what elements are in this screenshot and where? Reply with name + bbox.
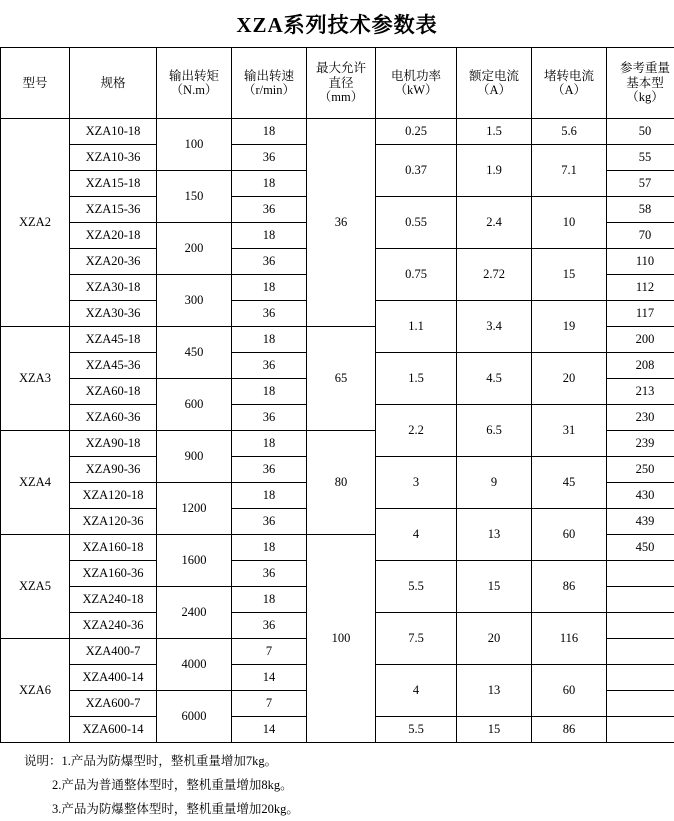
header-weight-line1: 参考重量	[608, 61, 674, 75]
header-locked-line1: 堵转电流	[533, 69, 605, 83]
weight-cell: 439	[607, 509, 674, 535]
power-cell: 0.25	[376, 119, 457, 145]
header-output-torque	[157, 48, 232, 119]
speed-cell: 7	[232, 691, 307, 717]
speed-cell: 18	[232, 587, 307, 613]
torque-cell: 1600	[157, 535, 232, 587]
header-output-speed	[232, 48, 307, 119]
spec-cell: XZA400-7	[70, 639, 157, 665]
spec-cell: XZA10-36	[70, 145, 157, 171]
weight-cell: 213	[607, 379, 674, 405]
spec-cell: XZA60-18	[70, 379, 157, 405]
locked-current-cell: 60	[532, 665, 607, 717]
torque-cell: 6000	[157, 691, 232, 743]
power-cell: 5.5	[376, 561, 457, 613]
torque-cell: 4000	[157, 639, 232, 691]
header-weight-line2: 基本型	[608, 76, 674, 90]
power-cell: 0.75	[376, 249, 457, 301]
locked-current-cell: 116	[532, 613, 607, 665]
spec-cell: XZA240-36	[70, 613, 157, 639]
rated-current-cell: 2.72	[457, 249, 532, 301]
locked-current-cell: 31	[532, 405, 607, 457]
speed-cell: 36	[232, 561, 307, 587]
header-model	[1, 48, 70, 119]
header-weight-line3: （kg）	[608, 90, 674, 104]
locked-current-cell: 19	[532, 301, 607, 353]
series-name-cell: XZA4	[1, 431, 70, 535]
rated-current-cell: 2.4	[457, 197, 532, 249]
power-cell: 1.5	[376, 353, 457, 405]
header-power-line2: （kW）	[377, 83, 455, 97]
spec-cell: XZA20-36	[70, 249, 157, 275]
power-cell: 7.5	[376, 613, 457, 665]
weight-cell	[607, 717, 674, 743]
spec-cell: XZA90-18	[70, 431, 157, 457]
header-rated-current	[457, 48, 532, 119]
speed-cell: 36	[232, 457, 307, 483]
series-name-cell: XZA6	[1, 639, 70, 743]
speed-cell: 18	[232, 327, 307, 353]
power-cell: 1.1	[376, 301, 457, 353]
torque-cell: 300	[157, 275, 232, 327]
power-cell: 2.2	[376, 405, 457, 457]
rated-current-cell: 4.5	[457, 353, 532, 405]
table-row	[1, 119, 674, 145]
torque-cell: 450	[157, 327, 232, 379]
spec-cell: XZA60-36	[70, 405, 157, 431]
speed-cell: 36	[232, 249, 307, 275]
locked-current-cell: 86	[532, 717, 607, 743]
table-body	[1, 119, 674, 743]
spec-cell: XZA45-36	[70, 353, 157, 379]
locked-current-cell: 15	[532, 249, 607, 301]
weight-cell: 450	[607, 535, 674, 561]
power-cell: 0.37	[376, 145, 457, 197]
weight-cell	[607, 561, 674, 587]
spec-cell: XZA10-18	[70, 119, 157, 145]
header-speed-line2: （r/min）	[233, 83, 305, 97]
spec-cell: XZA120-36	[70, 509, 157, 535]
spec-cell: XZA15-18	[70, 171, 157, 197]
weight-cell	[607, 639, 674, 665]
table-header-row	[1, 48, 674, 119]
spec-cell: XZA120-18	[70, 483, 157, 509]
weight-cell: 239	[607, 431, 674, 457]
torque-cell: 600	[157, 379, 232, 431]
series-name-cell: XZA3	[1, 327, 70, 431]
header-model-line1: 型号	[2, 76, 68, 90]
spec-cell: XZA240-18	[70, 587, 157, 613]
spec-cell: XZA400-14	[70, 665, 157, 691]
spec-cell: XZA20-18	[70, 223, 157, 249]
weight-cell: 117	[607, 301, 674, 327]
speed-cell: 14	[232, 665, 307, 691]
weight-cell: 200	[607, 327, 674, 353]
locked-current-cell: 5.6	[532, 119, 607, 145]
speed-cell: 7	[232, 639, 307, 665]
weight-cell	[607, 665, 674, 691]
spec-cell: XZA15-36	[70, 197, 157, 223]
rated-current-cell: 15	[457, 717, 532, 743]
speed-cell: 18	[232, 535, 307, 561]
header-speed-line1: 输出转速	[233, 69, 305, 83]
weight-cell: 58	[607, 197, 674, 223]
weight-cell: 112	[607, 275, 674, 301]
header-power-line1: 电机功率	[377, 69, 455, 83]
table-head	[1, 48, 674, 119]
weight-cell: 250	[607, 457, 674, 483]
weight-cell	[607, 691, 674, 717]
power-cell: 0.55	[376, 197, 457, 249]
diameter-cell: 36	[307, 119, 376, 327]
rated-current-cell: 6.5	[457, 405, 532, 457]
speed-cell: 18	[232, 379, 307, 405]
rated-current-cell: 3.4	[457, 301, 532, 353]
header-torque-line2: （N.m）	[158, 83, 230, 97]
speed-cell: 18	[232, 483, 307, 509]
header-locked-line2: （A）	[533, 83, 605, 97]
locked-current-cell: 10	[532, 197, 607, 249]
page-title: XZA系列技术参数表	[0, 0, 674, 47]
note-3: 3.产品为防爆整体型时，整机重量增加20kg。	[24, 798, 664, 821]
spec-table	[0, 47, 674, 743]
header-diameter-line1: 最大允许	[308, 61, 374, 75]
power-cell: 3	[376, 457, 457, 509]
rated-current-cell: 13	[457, 665, 532, 717]
locked-current-cell: 60	[532, 509, 607, 561]
rated-current-cell: 15	[457, 561, 532, 613]
weight-cell: 50	[607, 119, 674, 145]
locked-current-cell: 7.1	[532, 145, 607, 197]
speed-cell: 14	[232, 717, 307, 743]
spec-cell: XZA30-18	[70, 275, 157, 301]
header-locked-current	[532, 48, 607, 119]
locked-current-cell: 45	[532, 457, 607, 509]
torque-cell: 1200	[157, 483, 232, 535]
weight-cell	[607, 587, 674, 613]
diameter-cell: 80	[307, 431, 376, 535]
spec-cell: XZA600-7	[70, 691, 157, 717]
locked-current-cell: 86	[532, 561, 607, 613]
torque-cell: 200	[157, 223, 232, 275]
rated-current-cell: 1.9	[457, 145, 532, 197]
rated-current-cell: 13	[457, 509, 532, 561]
locked-current-cell: 20	[532, 353, 607, 405]
torque-cell: 150	[157, 171, 232, 223]
note-1: 说明：1.产品为防爆型时，整机重量增加7kg。	[24, 750, 664, 774]
header-torque-line1: 输出转矩	[158, 69, 230, 83]
spec-cell: XZA160-36	[70, 561, 157, 587]
header-rated-line2: （A）	[458, 83, 530, 97]
notes-block	[0, 750, 674, 821]
weight-cell: 230	[607, 405, 674, 431]
power-cell: 5.5	[376, 717, 457, 743]
header-weight	[607, 48, 674, 119]
header-motor-power	[376, 48, 457, 119]
rated-current-cell: 20	[457, 613, 532, 665]
header-rated-line1: 额定电流	[458, 69, 530, 83]
diameter-cell: 100	[307, 535, 376, 743]
speed-cell: 18	[232, 171, 307, 197]
speed-cell: 18	[232, 119, 307, 145]
weight-cell: 430	[607, 483, 674, 509]
rated-current-cell: 1.5	[457, 119, 532, 145]
spec-cell: XZA45-18	[70, 327, 157, 353]
header-diameter-line2: 直径	[308, 76, 374, 90]
weight-cell: 70	[607, 223, 674, 249]
torque-cell: 900	[157, 431, 232, 483]
header-max-diameter	[307, 48, 376, 119]
torque-cell: 100	[157, 119, 232, 171]
speed-cell: 36	[232, 405, 307, 431]
spec-cell: XZA600-14	[70, 717, 157, 743]
note-2: 2.产品为普通整体型时，整机重量增加8kg。	[24, 774, 664, 798]
power-cell: 4	[376, 509, 457, 561]
spec-cell: XZA30-36	[70, 301, 157, 327]
speed-cell: 36	[232, 509, 307, 535]
weight-cell: 110	[607, 249, 674, 275]
spec-cell: XZA160-18	[70, 535, 157, 561]
header-spec-line1: 规格	[71, 76, 155, 90]
speed-cell: 18	[232, 275, 307, 301]
spec-cell: XZA90-36	[70, 457, 157, 483]
speed-cell: 36	[232, 197, 307, 223]
speed-cell: 36	[232, 613, 307, 639]
weight-cell: 208	[607, 353, 674, 379]
weight-cell	[607, 613, 674, 639]
speed-cell: 18	[232, 431, 307, 457]
power-cell: 4	[376, 665, 457, 717]
series-name-cell: XZA2	[1, 119, 70, 327]
torque-cell: 2400	[157, 587, 232, 639]
header-diameter-line3: （mm）	[308, 90, 374, 104]
weight-cell: 55	[607, 145, 674, 171]
speed-cell: 36	[232, 301, 307, 327]
header-spec	[70, 48, 157, 119]
diameter-cell: 65	[307, 327, 376, 431]
speed-cell: 36	[232, 353, 307, 379]
speed-cell: 36	[232, 145, 307, 171]
weight-cell: 57	[607, 171, 674, 197]
speed-cell: 18	[232, 223, 307, 249]
rated-current-cell: 9	[457, 457, 532, 509]
series-name-cell: XZA5	[1, 535, 70, 639]
